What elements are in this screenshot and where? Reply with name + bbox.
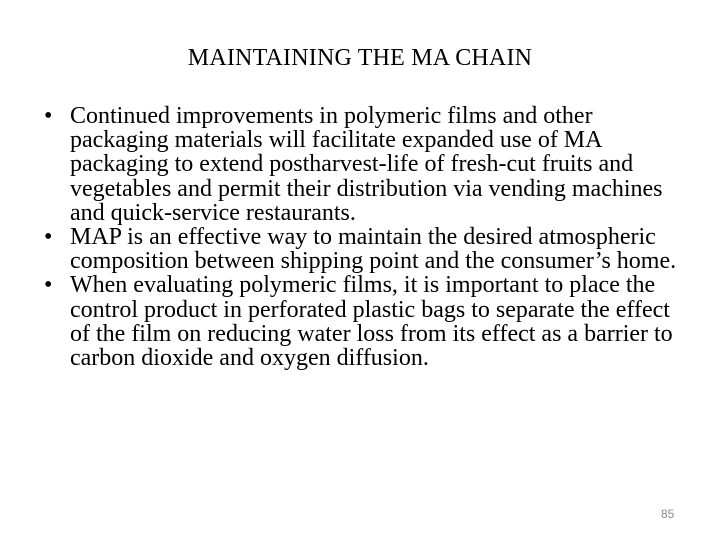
bullet-list (44, 104, 694, 370)
bullet-item (44, 225, 694, 273)
bullet-text: When evaluating polymeric films, it is important to place the control product in perforated plastic bags to separate the effect of the film on reducing water loss from its effect as a barrier to carbon dioxide and oxygen diffusion. (70, 272, 673, 372)
bullet-text: MAP is an effective way to maintain the desired atmospheric composition between shipping point and the consumer’s home. (70, 224, 677, 275)
bullet-icon: • (44, 103, 53, 129)
bullet-text: Continued improvements in polymeric films and other packaging materials will facilitate expanded use of MA packaging to extend postharvest-life of fresh-cut fruits and vegetables and permit their distribution via vending machines and quick-service restaurants. (70, 103, 663, 226)
bullet-item (44, 273, 694, 370)
slide-title: MAINTAINING THE MA CHAIN (187, 45, 533, 71)
page-number: 85 (661, 507, 675, 521)
bullet-icon: • (44, 224, 53, 251)
bullet-item (44, 104, 694, 225)
bullet-icon: • (44, 272, 53, 299)
